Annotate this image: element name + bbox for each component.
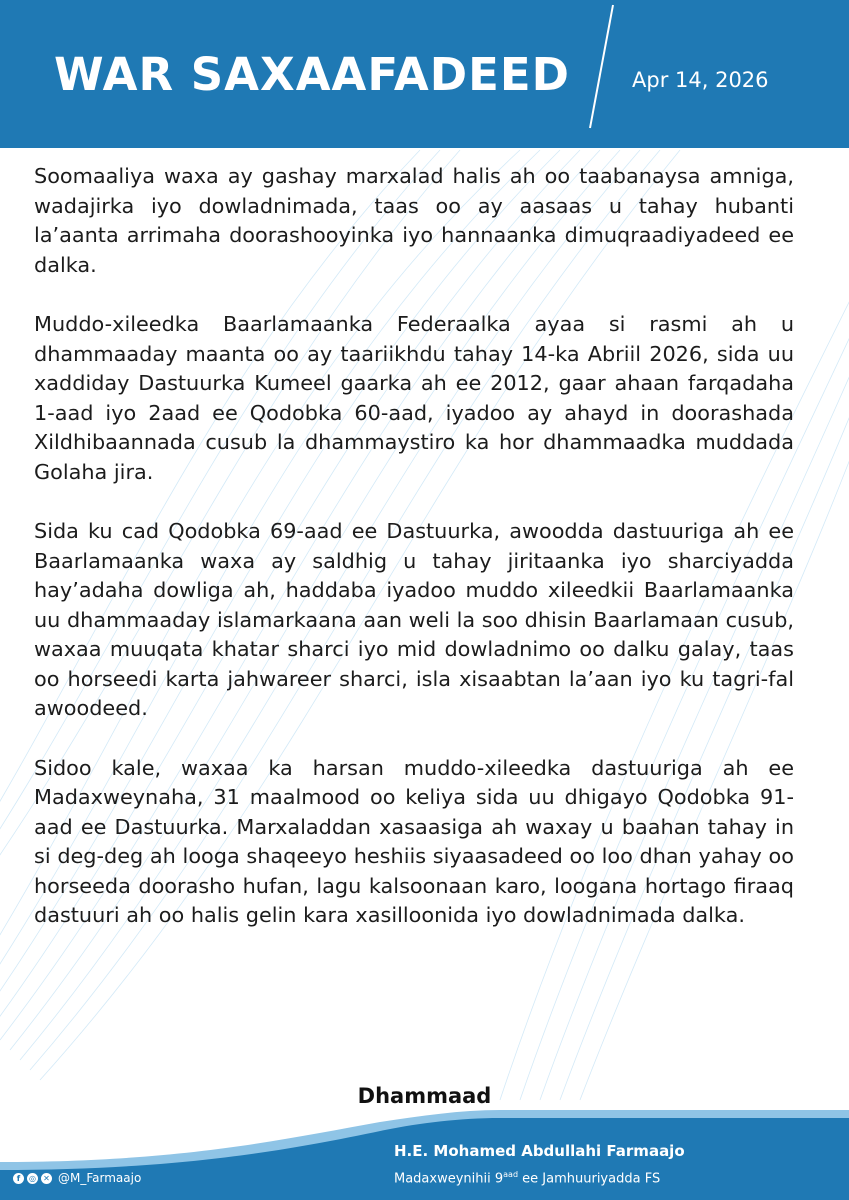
signature-name: H.E. Mohamed Abdullahi Farmaajo	[394, 1142, 685, 1160]
signature-title-prefix: Madaxweynihii 9	[394, 1171, 504, 1187]
facebook-icon[interactable]: f	[13, 1173, 24, 1184]
closing-word: Dhammaad	[357, 1084, 492, 1108]
paragraph-1: Soomaaliya waxa ay gashay marxalad halis ah oo taabanaysa amniga, wadajirka iyo dowladnimada, taas oo ay aasaas u tahay hubanti la’aanta arrimaha doorashooyinka iyo hannaanka dimuqraadiyadeed ee dalka.	[34, 164, 794, 277]
instagram-icon[interactable]: ◎	[27, 1173, 38, 1184]
paragraph-3: Sida ku cad Qodobka 69-aad ee Dastuurka, awoodda dastuuriga ah ee Baarlamaanka waxa ay saldhig u tahay jiritaanka iyo sharciyadda hay’adaha dowliga ah, haddaba iyadoo muddo xileedkii Baarlamaanka uu dhammaaday islamarkaana aan weli la soo dhisin Baarlamaan cusub, waxaa muuqata khatar sharci iyo mid dowladnimo oo dalku galay, taas oo horseedi karta jahwareer sharci, isla xisaabtan la’aan iyo ku tagri-fal awoodeed.	[34, 519, 795, 720]
x-icon[interactable]: ✕	[41, 1173, 52, 1184]
signature-title-suffix: ee Jamhuuriyadda FS	[518, 1171, 661, 1187]
social-links	[13, 1171, 141, 1185]
press-release-body	[34, 162, 794, 961]
header-banner	[0, 0, 849, 148]
paragraph-4: Sidoo kale, waxaa ka harsan muddo-xileedka dastuuriga ah ee Madaxweynaha, 31 maalmood oo keliya sida uu dhigayo Qodobka 91-aad ee Dastuurka. Marxaladdan xasaasiga ah waxay u baahan tahay in si deg-deg ah looga shaqeeyo heshiis siyaasadeed oo loo dhan yahay oo horseeda doorasho hufan, lagu kalsoonaan karo, loogana hortago firaaq dastuuri ah oo halis gelin kara xasilloonida iyo dowladnimada dalka.	[34, 755, 794, 927]
release-date: Apr 14, 2026	[632, 68, 769, 92]
signature-title	[394, 1170, 660, 1186]
page-title: WAR SAXAAFADEED	[54, 48, 570, 101]
social-handle[interactable]: @M_Farmaajo	[58, 1171, 142, 1185]
signature-title-ordinal: aad	[503, 1170, 519, 1179]
paragraph-2: Muddo-xileedka Baarlamaanka Federaalka ayaa si rasmi ah u dhammaaday maanta oo ay taariikhdu tahay 14-ka Abriil 2026, sida uu xaddiday Dastuurka Kumeel gaarka ah ee 2012, gaar ahaan farqadaha 1-aad iyo 2aad ee Qodobka 60-aad, iyadoo ay ahayd in doorashada Xildhibaannada cusub la dhammaystiro ka hor dhammaadka muddada Golaha jira.	[34, 312, 794, 484]
